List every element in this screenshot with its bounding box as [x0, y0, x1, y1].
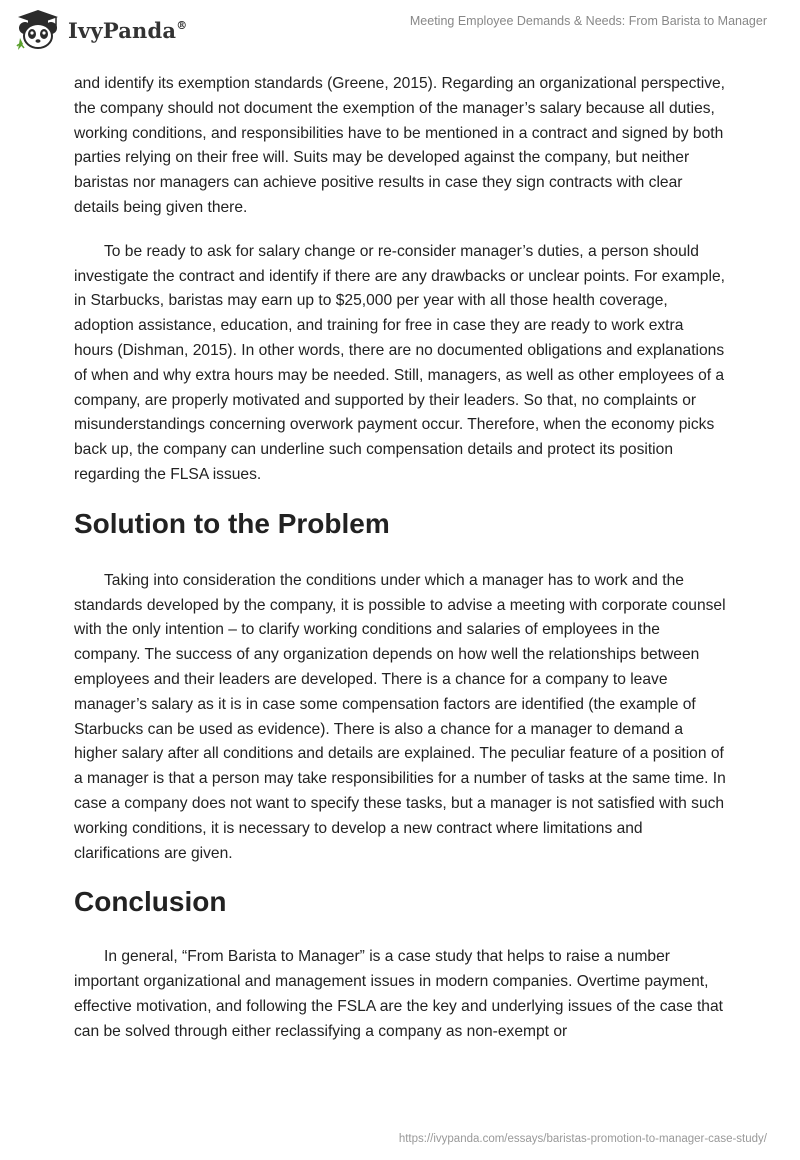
section-heading-solution: Solution to the Problem	[74, 507, 390, 539]
registered-mark: ®	[176, 18, 188, 32]
source-url[interactable]: https://ivypanda.com/essays/baristas-promotion-to-manager-case-study/	[398, 1133, 767, 1145]
paragraph: and identify its exemption standards (Greene, 2015). Regarding an organizational perspective, the company should not document the exemption of the manager’s salary because all duties, working conditions, and responsibilities have to be mentioned in a contract and signed by both parties relying on their free will. Suits may be developed against the company, but neither baristas nor managers can achieve positive results in case they sign contracts with clear details being given there.	[74, 75, 725, 216]
page-header	[0, 0, 800, 70]
document-title: Meeting Employee Demands & Needs: From Barista to Manager	[409, 14, 767, 28]
paragraph: Taking into consideration the conditions under which a manager has to work and the standards developed by the company, it is possible to advise a meeting with corporate counsel with the only intention – to clarify working conditions and salaries of employees in the company. The success of any organization depends on how well the relationships between employees and their leaders are developed. There is a chance for a company to leave manager’s salary as it is in case some compensation factors are identified (the example of Starbucks can be used as evidence). There is also a chance for a manager to demand a higher salary after all conditions and details are explained. The peculiar feature of a position of a manager is that a person may take responsibilities for a number of tasks at the same time. In case a company does not want to specify these tasks, but a manager is not satisfied with such working conditions, it is necessary to develop a new contract where limitations and clarifications are given.	[74, 571, 726, 862]
panda-graduate-icon	[14, 8, 62, 52]
paragraph: To be ready to ask for salary change or re-consider manager’s duties, a person should investigate the contract and identify if there are any drawbacks or unclear points. For example, in Starbucks, baristas may earn up to $25,000 per year with all those health coverage, adoption assistance, education, and training for free in case they are ready to work extra hours (Dishman, 2015). In other words, there are no documented obligations and explanations of when and why extra hours may be needed. Still, managers, as well as other employees of a company, are properly motivated and supported by their leaders. So that, no complaints or misunderstandings concerning overwork payment occur. Therefore, when the economy picks back up, the company can underline such compensation details and protect its position regarding the FLSA issues.	[74, 242, 725, 483]
section-heading-conclusion: Conclusion	[74, 886, 227, 918]
essay-body	[74, 72, 726, 1064]
brand-name: IvyPanda®	[68, 17, 188, 43]
ivypanda-logo[interactable]	[14, 8, 187, 52]
paragraph: In general, “From Barista to Manager” is a case study that helps to raise a number important organizational and management issues in modern companies. Overtime payment, effective motivation, and following the FSLA are the key and underlying issues of the case that can be solved through either reclassifying a company as non-exempt or	[74, 948, 723, 1040]
